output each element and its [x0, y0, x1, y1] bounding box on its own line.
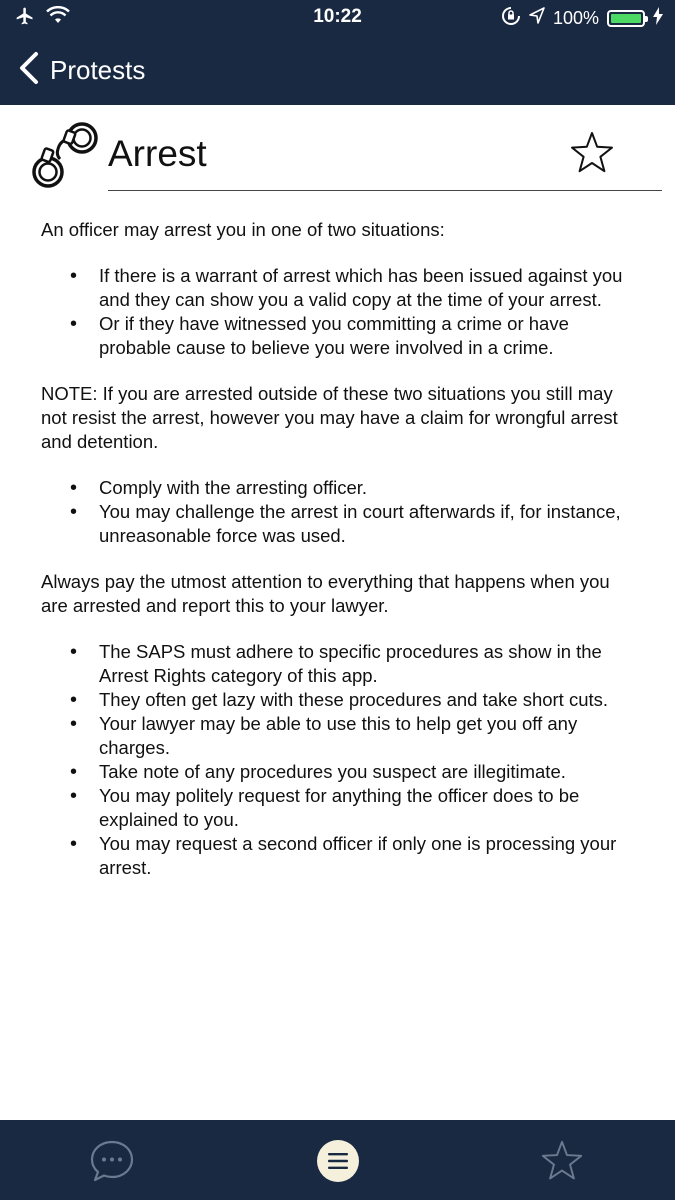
star-outline-icon[interactable]	[539, 1138, 585, 1184]
title-divider	[108, 190, 662, 191]
note-paragraph: NOTE: If you are arrested outside of these two situations you still may not resist the arrest, however you may have a claim for wrongful arrest and detention.	[41, 383, 618, 452]
status-bar	[0, 0, 675, 36]
chat-bubble-icon[interactable]	[89, 1138, 135, 1184]
back-label: Protests	[50, 54, 146, 85]
intro-paragraph: An officer may arrest you in one of two situations:	[41, 219, 445, 240]
page-title: Arrest	[108, 133, 207, 174]
battery-percent: 100%	[552, 8, 599, 28]
battery-icon	[607, 10, 645, 27]
list-item: • Or if they have witnessed you committing a crime or have probable cause to believe you were involved in a crime.	[41, 312, 641, 360]
rotation-lock-icon	[501, 6, 521, 31]
list-item: • You may politely request for anything the officer does to be explained to you.	[41, 784, 641, 832]
attention-paragraph: Always pay the utmost attention to everything that happens when you are arrested and report this to your lawyer.	[41, 571, 610, 616]
list-item: • Comply with the arresting officer.	[41, 476, 641, 500]
back-button[interactable]	[18, 50, 145, 90]
situations-list	[41, 264, 641, 360]
status-time: 10:22	[313, 6, 362, 27]
location-icon	[529, 7, 545, 30]
list-item: • You may challenge the arrest in court afterwards if, for instance, unreasonable force was used.	[41, 500, 641, 548]
chevron-left-icon	[18, 51, 40, 90]
procedures-list	[41, 640, 641, 880]
tab-bar	[0, 1120, 675, 1200]
favorite-star-icon[interactable]	[568, 129, 616, 177]
list-item: • Take note of any procedures you suspect are illegitimate.	[41, 760, 641, 784]
list-item: • You may request a second officer if only one is processing your arrest.	[41, 832, 641, 880]
actions-list	[41, 476, 641, 548]
article-body	[41, 218, 641, 902]
handcuffs-icon	[30, 119, 104, 193]
list-item: • They often get lazy with these procedures and take short cuts.	[41, 688, 641, 712]
list-item: • Your lawyer may be able to use this to help get you off any charges.	[41, 712, 641, 760]
list-item: • If there is a warrant of arrest which has been issued against you and they can show you a valid copy at the time of your arrest.	[41, 264, 641, 312]
page-header	[0, 105, 675, 195]
charging-icon	[653, 7, 663, 30]
list-item: • The SAPS must adhere to specific procedures as show in the Arrest Rights category of this app.	[41, 640, 641, 688]
menu-icon[interactable]	[315, 1138, 361, 1184]
nav-bar	[0, 36, 675, 105]
